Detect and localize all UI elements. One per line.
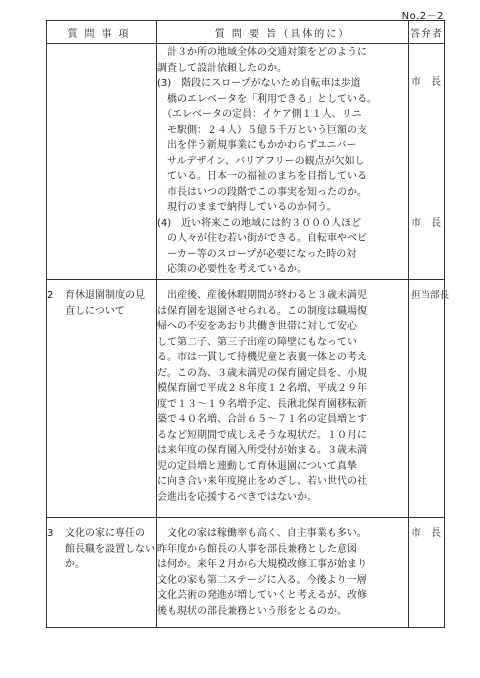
- item-text: 育休退園制度の見 直しについて: [65, 290, 145, 317]
- gist-paragraph: 文化の家は稼働率も高く、自主事業も多い。 昨年度から館長の人事を部長兼務とした意図 は何か。来年２月から大規模改修工事が始まり 文化の家も第二ステージに入る。今後より一層 文化芸術の発進が増していくと考えるが、改修 後も現状の部長兼務という形をとるのか。: [157, 528, 367, 617]
- answerer-cell: [409, 44, 445, 280]
- item-number: 3: [47, 528, 54, 539]
- question-gist-cell: [157, 518, 409, 628]
- header-question-item: 質問事項: [47, 21, 157, 44]
- item-number: 2: [47, 290, 54, 301]
- answerer-cell: [409, 280, 450, 518]
- answerer-label: 市 長: [411, 217, 441, 229]
- table-row: [47, 44, 445, 280]
- question-gist-cell: [157, 280, 409, 518]
- page-number: No.2－2: [401, 11, 444, 22]
- answerer-label: 担当部長: [411, 290, 450, 301]
- item-text: 文化の家に専任の 館長職を設置しない か。: [65, 528, 155, 570]
- answerer-label: 市 長: [411, 77, 441, 88]
- question-table: [46, 20, 450, 628]
- header-row: [47, 21, 445, 44]
- gist-paragraph: 出産後、産後休暇期間が終わると３歳未満児 は保育園を退園させられる。この制度は職場復 帰への不安をあおり共働き世帯に対して安心 して第二子、第三子出産の障壁にもなってい る。市は一貫して待機児童と表裏一体との考え だ。この為、３歳未満児の保育園定員を、小規 模保育園で平成２８年度１２名増、平成２９年 度で１３～１９名増予定、長湫北保育園移転新 築で４０名増、合計６５～７１名の定員増とす るなど短期間で成しえそうな現状だ。１０月に は来年度の保育園入所受付が始まる。３歳未満 児の定員増と連動して育休退園について真摯 に向き合い来年度廃止をめざし、若い世代の社 会進出を応援するべきではないか。: [157, 290, 367, 503]
- question-item-cell: [47, 44, 157, 280]
- gist-paragraph: 計３か所の地域全体の交通対策をどのように 調査して設計依頼したのか。: [157, 47, 367, 74]
- header-question-gist: 質 問 要 旨（具体的に）: [157, 21, 409, 44]
- gist-paragraph: (4) 近い将来この地域には約３０００人ほど の人々が住む若い街ができる。自転車やベビ ーカー等のスロープが必要になった時の対 応策の必要性を考えているか。: [157, 217, 367, 275]
- answerer-label: 市 長: [411, 528, 441, 539]
- gist-paragraph: (3) 階段にスロープがないため自転車は歩道 橋のエレベータを「利用できる」としている。 （エレベータの定員：イケア側１１人、リニ モ駅側：２４人）５億５千万という巨額の支 出を伴う新規事業にもかかわらずユニバー サルデザイン、バリアフリーの観点が欠如し ている。日本一の福祉のまちを目指している 市長はいつの段階でこの事実を知ったのか。 現行のままで納得しているのか伺う。: [157, 78, 377, 213]
- question-item-cell: [47, 518, 157, 628]
- header-answerer: 答弁者: [409, 21, 445, 44]
- table-row: [47, 518, 445, 628]
- question-gist-cell: [157, 44, 409, 280]
- question-item-cell: [47, 280, 157, 518]
- table-row: [47, 280, 445, 518]
- answerer-cell: [409, 518, 445, 628]
